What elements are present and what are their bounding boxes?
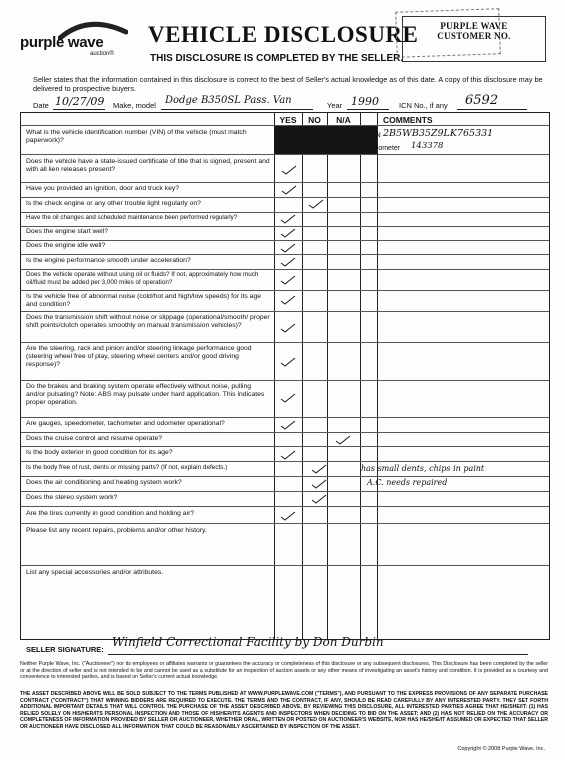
customer-box-line-2: CUSTOMER NO.	[437, 31, 511, 41]
q-engine-start: Does the engine start well?	[26, 228, 108, 235]
copyright: Copyright © 2008 Purple Wave, Inc.	[457, 746, 545, 752]
check-brakes-yes[interactable]	[280, 393, 296, 403]
check-oil-fluids-yes[interactable]	[280, 275, 296, 285]
q-oil-changes: Have the oil changes and scheduled maintenance been performed regularly?	[26, 214, 238, 221]
intro-statement: Seller states that the information contained in this disclosure is correct to the best of Seller's actual knowledge as of this date. A copy of this disclosure may be delivered to prospective buyers.	[33, 75, 543, 93]
check-ac-no[interactable]	[311, 479, 327, 489]
logo-subtext: auction®	[90, 51, 114, 57]
q-transmission: Does the transmission shift without noise or slippage (operational/smooth/ proper shift points/clutch operates smoothly on manual transmission vehicles)?	[26, 314, 270, 330]
disclosure-table	[20, 112, 550, 640]
check-transmission-yes[interactable]	[280, 323, 296, 333]
odometer-label: Odometer	[369, 145, 401, 152]
signature-label: SELLER SIGNATURE:	[26, 645, 104, 654]
check-oil-changes-yes[interactable]	[280, 214, 296, 224]
form-subtitle: THIS DISCLOSURE IS COMPLETED BY THE SELLER.	[150, 53, 404, 64]
q-steering: Are the steering, rack and pinion and/or steering linkage performance good (steering wheel free of play, steering wheel centers and/or good driving response)?	[26, 345, 252, 369]
check-stereo-no[interactable]	[311, 494, 327, 504]
q-cruise-control: Does the cruise control and resume operate?	[26, 435, 163, 442]
check-check-engine-no[interactable]	[308, 199, 324, 209]
check-cruise-na[interactable]	[335, 435, 351, 445]
check-engine-idle-yes[interactable]	[280, 243, 296, 253]
check-gauges-yes[interactable]	[280, 420, 296, 430]
seller-signature[interactable]: Winfield Correctional Facility by Don Durbin	[112, 635, 384, 649]
q-vin: What is the vehicle identification number (VIN) of the vehicle (must match paperwork)?	[26, 129, 247, 145]
q-check-engine: Is the check engine or any other trouble light regularly on?	[26, 200, 201, 207]
check-performance-yes[interactable]	[280, 257, 296, 267]
check-engine-start-yes[interactable]	[280, 228, 296, 238]
date-label: Date	[33, 101, 49, 110]
q-abnormal-noise: Is the vehicle free of abnormal noise (cold/hot and high/low speeds) for its age and condition?	[26, 293, 262, 309]
check-tires-yes[interactable]	[280, 511, 296, 521]
customer-number-box	[402, 16, 546, 62]
col-yes: YES	[279, 115, 297, 125]
q-title: Does the vehicle have a state-issued certificate of title that is signed, present and with all lien releases present?	[26, 158, 270, 174]
check-rust-no[interactable]	[311, 464, 327, 474]
purple-wave-logo	[20, 20, 130, 58]
comment-ac[interactable]: A.C. needs repaired	[367, 478, 448, 487]
icn-label: ICN No., if any	[399, 101, 448, 110]
q-recent-repairs: Please list any recent repairs, problems and/or other history.	[26, 527, 207, 534]
check-steering-yes[interactable]	[280, 357, 296, 367]
q-accessories: List any special accessories and/or attributes.	[26, 569, 164, 576]
q-body-exterior: Is the body exterior in good condition for its age?	[26, 449, 173, 456]
seller-signature-row	[20, 635, 550, 657]
check-title-yes[interactable]	[281, 165, 297, 175]
icn-field[interactable]: 6592	[465, 93, 499, 108]
q-air-conditioning: Does the air conditioning and heating system work?	[26, 479, 182, 486]
q-engine-performance: Is the engine performance smooth under acceleration?	[26, 257, 191, 264]
q-tires: Are the tires currently in good condition and holding air?	[26, 510, 195, 517]
logo-text: purple wave	[20, 34, 104, 51]
vin-label: VIN	[369, 132, 381, 139]
vin-value[interactable]: 2B5WB35Z9LK765331	[383, 128, 494, 139]
year-label: Year	[327, 101, 343, 110]
col-comments: COMMENTS	[383, 115, 433, 125]
terms-paragraph: THE ASSET DESCRIBED ABOVE WILL BE SOLD SUBJECT TO THE TERMS PUBLISHED AT WWW.PURPLEWAVE.COM ("TERMS"), AND PURSUANT TO THE EXPRESS PROVISIONS OF ANY SEPARATE PURCHASE CONTRACT ("CONTRACT") THAT WINNING BIDDERS ARE REQUIRED TO EXECUTE. THE TERMS AND THE CONTRACT, IF ANY, SHOULD BE READ CAREFULLY BY ANY INTERESTED PARTY. THEY SET FORTH ADDITIONAL IMPORTANT DETAILS THAT WILL CONTROL THE PURCHASE OF THE ASSET DESCRIBED ABOVE. BY REVIEWING THIS DISCLOSURE, ALL INTERESTED PARTIES AGREE THAT HE/SHE/IT: (1) HAS RELIED SOLELY ON HIS/HER/ITS PERSONAL INSPECTION AND THOSE OF HIS/HER/ITS AGENTS AND INSPECTORS WHEN DECIDING TO BID ON THE ASSET; AND (2) HAS NOT RELIED ON THE ACCURACY OR COMPLETENESS OF INFORMATION PROVIDED BY SELLER OR AUCTIONEER, WHETHER ORAL, WRITTEN OR POSTED ON AUCTIONEER'S WEBSITE, NOR HAS HE/SHE/IT ASSUMED OR EXPECTED THAT SELLER OR AUCTIONEER HAVE DISCLOSED ALL INFORMATION THAT COULD BE REASONABLY ASCERTAINED BY INSPECTION OF THE ASSET.	[20, 691, 548, 730]
form-title: VEHICLE DISCLOSURE	[148, 22, 419, 47]
q-brakes: Do the brakes and braking system operate effectively without noise, pulling and/or pulsating? Note: ABS may pulsate under hard application. This indicates proper operation.	[26, 383, 265, 407]
year-field[interactable]: 1990	[351, 95, 379, 108]
check-exterior-yes[interactable]	[280, 450, 296, 460]
col-no: NO	[308, 115, 321, 125]
make-model-label: Make, model	[113, 101, 156, 110]
check-noise-yes[interactable]	[280, 295, 296, 305]
disclaimer-paragraph: Neither Purple Wave, Inc. ("Auctioneer") nor its employees or affiliates warrants or guarantees the accuracy or completeness of this disclosure or any subsequent disclosures. This Disclosure has been completed by the seller or at the direction of seller and is not intended to be and cannot be used as a substitute for an inspection of auction assets or any other means of investigating an asset's history and condition. It is provided as a courtesy and convenience to interested parties, and is based on Seller's current actual knowledge.	[20, 661, 548, 681]
q-engine-idle: Does the engine idle well?	[26, 242, 106, 249]
vehicle-info-line	[33, 93, 553, 112]
col-na: N/A	[336, 115, 351, 125]
check-keys-yes[interactable]	[281, 185, 297, 195]
vin-blacked-out-cells	[274, 125, 377, 154]
q-stereo: Does the stereo system work?	[26, 494, 118, 501]
odometer-value[interactable]: 143378	[411, 141, 444, 151]
customer-box-line-1: PURPLE WAVE	[440, 21, 508, 31]
q-keys: Have you provided an ignition, door and truck key?	[26, 185, 180, 192]
q-body-rust: Is the body free of rust, dents or missing parts? (If not, explain defects.)	[26, 464, 228, 471]
q-oil-fluids: Does the vehicle operate without using oil or fluids? If not, approximately how much oil/fluid must be added per 3,000 miles of operation?	[26, 271, 259, 287]
q-gauges: Are gauges, speedometer, tachometer and odometer operational?	[26, 420, 225, 427]
comment-rust[interactable]: has small dents, chips in paint	[361, 464, 485, 473]
make-model-field[interactable]: Dodge B350SL Pass. Van	[165, 95, 292, 106]
date-field[interactable]: 10/27/09	[55, 95, 105, 108]
